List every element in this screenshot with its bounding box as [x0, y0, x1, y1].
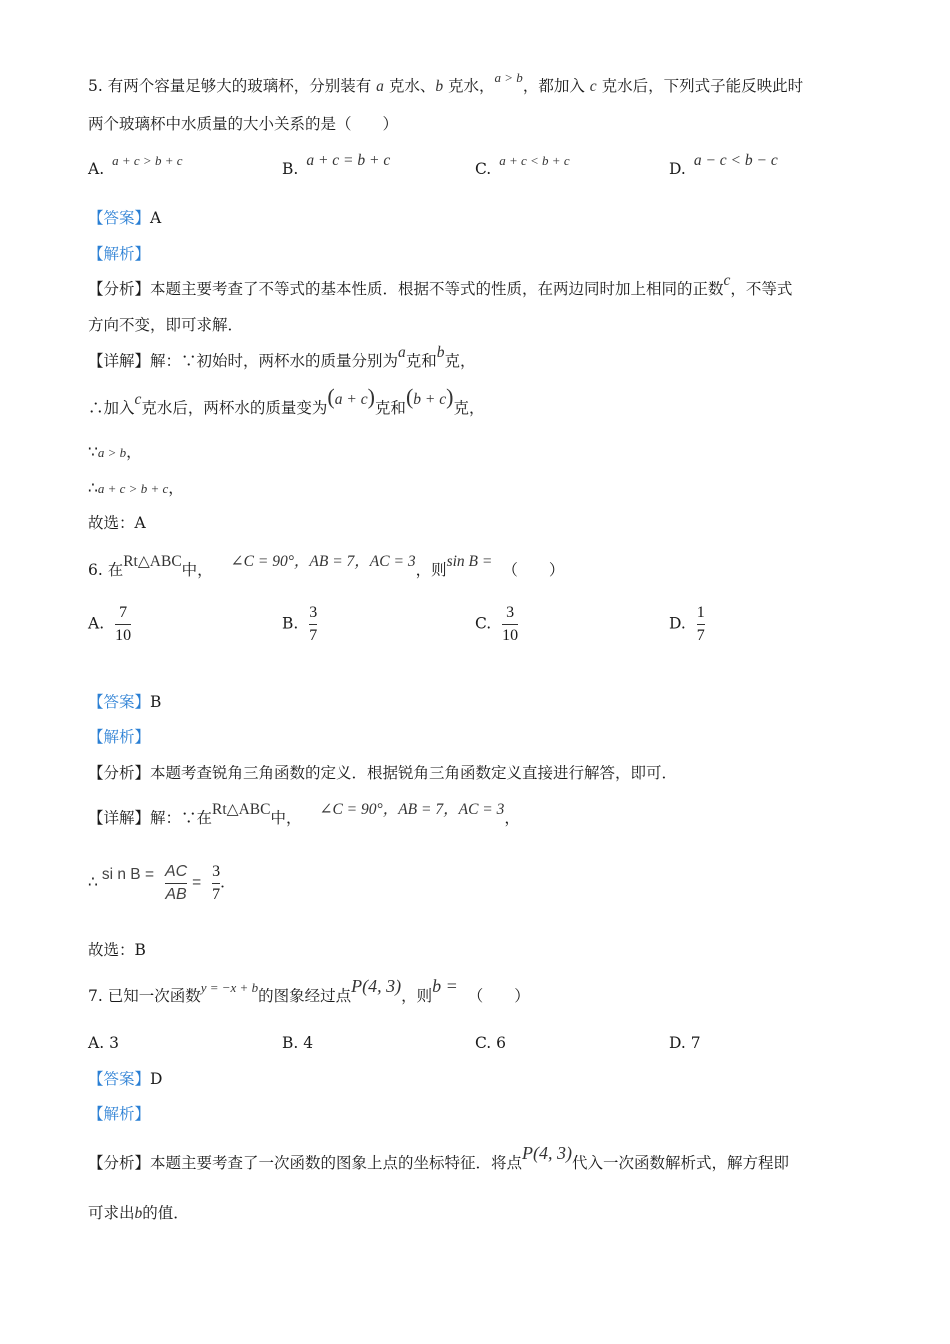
q6-answer: 【答案】B — [88, 693, 162, 711]
q5-fenxi-line1: 【分析】本题主要考查了不等式的基本性质．根据不等式的性质，在两边同时加上相同的正数c，不等式 — [88, 272, 793, 298]
q6-stem: 6. 在Rt△ABC中， ∠C = 90°，AB = 7，AC = 3，则sin B = （ ） — [88, 553, 565, 579]
q5-detail-line1: 【详解】解：∵初始时，两杯水的质量分别为a克和b克， — [88, 344, 476, 370]
q7-option-a: A. 3 — [88, 1034, 119, 1052]
q5-option-a: A. $^{a + c > b + c}$ — [88, 153, 183, 178]
q5-fenxi-line2: 方向不变，即可求解． — [88, 316, 244, 334]
q5-stem-line1: 5. 有两个容量足够大的玻璃杯，分别装有 a 克水、b 克水，$^{a > b}$，都加入 c 克水后，下列式子能反映此时 — [88, 70, 804, 95]
q6-option-d: D. $\frac{1}{7}$ — [669, 604, 705, 644]
q6-option-b: B. $\frac{3}{7}$ — [282, 604, 318, 644]
q5-detail-line4: ∴a + c > b + c， — [88, 479, 184, 497]
q7-stem: 7. 已知一次函数$^{y = -x + b}$的图象经过点P(4, 3)，则b = （ ） — [88, 976, 530, 1005]
q6-detail-line1: 【详解】解：∵在Rt△ABC中， ∠C = 90°，AB = 7，AC = 3， — [88, 801, 520, 827]
q6-detail-line2: ∴ si n B = $\frac{AC}{AB}$ = $\frac{3}{7}$ ． — [88, 862, 236, 903]
q7-option-c: C. 6 — [475, 1034, 507, 1052]
q6-option-c: C. $\frac{3}{10}$ — [475, 604, 519, 644]
q6-option-a: A. $\frac{7}{10}$ — [88, 604, 132, 644]
q5-guxuan: 故选：A — [88, 514, 146, 532]
q7-answer: 【答案】D — [88, 1070, 163, 1088]
q7-fenxi-line1: 【分析】本题主要考查了一次函数的图象上点的坐标特征．将点P(4, 3)代入一次函数解析式，解方程即 — [88, 1143, 790, 1172]
q7-fenxi-line2: 可求出b的值． — [88, 1204, 189, 1222]
q7-option-b: B. 4 — [282, 1034, 314, 1052]
q5-option-b: B. a + c = b + c — [282, 152, 391, 178]
q5-detail-line2: ∴加入c克水后，两杯水的质量变为(a + c)克和(b + c)克， — [88, 384, 485, 417]
q6-fenxi: 【分析】本题考查锐角三角函数的定义．根据锐角三角函数定义直接进行解答，即可． — [88, 764, 678, 782]
q5-option-c: C. $^{a + c < b + c}$ — [475, 153, 570, 178]
q7-option-d: D. 7 — [669, 1034, 701, 1052]
q5-detail-line3: ∵a > b， — [88, 443, 142, 461]
q5-answer: 【答案】A — [88, 209, 162, 227]
q5-stem-line2: 两个玻璃杯中水质量的大小关系的是（ ） — [88, 115, 399, 133]
q5-jiexi-tag: 【解析】 — [88, 245, 151, 263]
q7-jiexi-tag: 【解析】 — [88, 1105, 151, 1123]
q6-guxuan: 故选：B — [88, 941, 146, 959]
q6-jiexi-tag: 【解析】 — [88, 728, 151, 746]
q5-option-d: D. a − c < b − c — [669, 152, 778, 178]
